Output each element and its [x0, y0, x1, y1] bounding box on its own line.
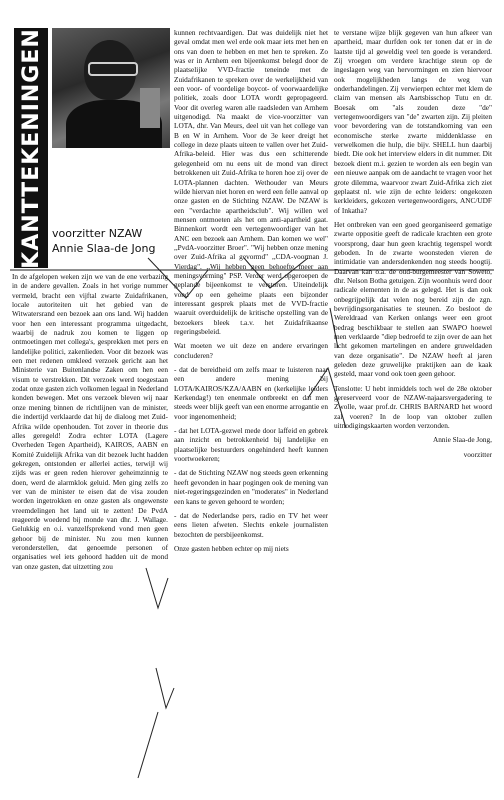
- column-2-paragraph: Onze gasten hebben echter op mij niets: [174, 543, 289, 553]
- author-photo: [52, 28, 170, 148]
- byline-author: Annie Slaa-de Jong: [52, 242, 156, 255]
- column-2: [174, 28, 328, 776]
- masthead-title: KANTTEKENINGEN: [18, 27, 44, 269]
- column-2-paragraph: - dat het LOTA-gezwel mede door laffeid en gebrek aan inzicht en betrokkenheid bij landelijke en plaatselijke bestuurders ongehinderd heeft kunnen voortwoekeren;: [174, 426, 328, 464]
- column-3-paragraph: te verstane wijze blijk gegeven van hun afkeer van apartheid, maar durfden ook ter tonen dat er in de laatste tijd al geweldig veel ten goede is veranderd. Zij vroegen om verdere krachtige steun op de ingeslagen weg van hervormingen en zien hiervoor ook mogelijkheden langs de weg van onderhandelingen. Zij verwierpen echter met klem de claim van mensen als Aartsbisschop Tutu en dr. Boesak om "als zouden deze "de" vertegenwoordigers van "de" zwarten zijn. Zij pleiten voor bevordering van de totstandkoming van een economische sterke zwarte middenklasse en verwelkomen die hulp, die bijv. SHELL hun daarbij biedt. Die ook het interview elders in dit nummer. Dit bezoek dient m.i. gezien te worden als een begin van een nieuwe aanpak om de aandacht te vragen voor het grote dilemma, waarvoor zwart Zuid-Afrika zich ziet geplaatst nl. wie zijn de echte leiders: ongekozen kerkleiders, gekozen vertegenwoordigers, ANC/UDF of Inkatha?: [334, 28, 492, 215]
- byline-role: voorzitter NZAW: [52, 227, 143, 240]
- column-2-paragraph: Wat moeten we uit deze en andere ervaringen concluderen?: [174, 341, 328, 360]
- column-3-paragraph: Tenslotte: U hebt inmiddels toch wel de 28e oktober gereserveerd voor de NZAW-najaarsvergadering te Zwolle, waar prof.dr. CHRIS BARNARD het woord zal voeren? In de loop van oktober zullen uitnodigingskaarten worden verzonden.: [334, 383, 492, 431]
- photo-figure-glasses: [88, 62, 138, 76]
- signature-role: voorzitter: [463, 449, 492, 459]
- column-3: [334, 28, 492, 776]
- column-2-paragraph: - dat de bereidheid om zelfs maar te luisteren naar een andere mening bij LOTA/KAIROS/KZA/AABN en (kerkelijke leiders Kerkendag!) ten enenmale ontbreekt en dat men steeds weer blijk geeft van een enorme arrogantie en voor ingenomenheid;: [174, 365, 328, 421]
- column-3-paragraph: Het ontbreken van een goed georganiseerd gematige zwarte oppositie geeft de radicale krachten een grote voorsprong, daar hun geen krachtig tegenspel wordt geboden. In de zwarte woonsteden vieren de intimidatie van andersdenkenden nog steeds hoogtij. Daarvan kan o.a. de oud-burgemeester van Soweto, dhr. Nelson Botha getuigen. Zijn woonhuis werd door radicale elementen in de as gelegd. Het is dan ook onbegrijpelijk dat velen nog bereid zijn de zgn. bevrijdingsorganisaties te steunen. Zo besloot de Wereldraad van Kerken onlangs weer een groot bedrag beschikbaar te stellen aan SWAPO hoewel men verklaarde "diep bedroefd te zijn over de aan het licht gekomen martelingen en andere gruweldaden van deze organisatie". De NZAW heeft al jaren geleden deze gruwelijke praktijken aan de kaak gesteld, maar vond ook toen geen gehoor.: [334, 219, 492, 379]
- column-2-paragraph: - dat de Stichting NZAW nog steeds geen erkenning heeft gevonden in haar pogingen ook de mening van niet-regeringsgezinden en "moderates" in Nederland een kans te geven gehoord te worden;: [174, 468, 328, 506]
- column-2-paragraph: kunnen rechtvaardigen. Dat was duidelijk niet het geval omdat men wel erde ook maar iets met hen en ons van doen te hebben en met hen te spreken. Zo was er in Arnhem een bijeenkomst belegd door de plaatselijke VVD-fractie teneinde met de Zuidafrikanen te spreken over de werkelijkheid van een voor- of voordelige boycot- of voorwaardelijke politiek, zoals door LOTA wordt gepropageerd. Voor dit overleg waren alle raadsleden van Arnhem uitgenodigd. Na maakt de vice-voorzitter van LOTA, dhr. Van Meurs, deel uit van het college van B en W in Arnhem. Voor de 3e keer dreigt het college in deze plaats uiteen te vallen over het Zuid-Afrika-beleid. Hier was dus een schitterende gelegenheid om nu eens uit de mond van direct betrokkenen uit Zuid-Afrika te horen hoe zij over de LOTA-plannen dachten. Wethouder van Meurs wilde hiervan niet horen en werd een felle aanval op onze gasten en de Stichting NZAW. De NZAW is een "verdachte apartheidsclub". Wij willen wel mensen ontmoeten als het om anti-apartheid gaat. Binnenkort wordt een vertegenwoordiger van het ANC een bezoek aan Arnhem. Dan komen we wel" ,,PvdA-voorzitter Broer". "Wij hebben onze mening over Zuid-Afrika al gevormd" ,,CDA-voorman J. Vierdag". ,,Wij hebben geen behoefte meer aan meningsvorming" PSP. Verder werd opgeroepen de geplande bijeenkomst te verstoren. Uiteindelijk vond op een geheime plaats een bijzonder interessant gesprek plaats met de VVD-fractie waaruit overduidelijk de kritische opstelling van de bezoekers bleek t.a.v. het Zuidafrikaanse regeringsbeleid.: [174, 28, 328, 336]
- photo-microphone: [140, 88, 160, 128]
- column-2-paragraph: - dat de Nederlandse pers, radio en TV het weer eens lieten afweten. Slechts enkele journalisten bezochten de persbijeenkomst.: [174, 510, 328, 539]
- column-1-paragraph: In de afgelopen weken zijn we van de ene verbazing in de andere gevallen. Zoals in het vorige nummer vermeld, bracht een vijftal zwarte Zuidafrikanen, locale autoriteiten uit het gebied van de Witwatersrand een bezoek aan ons land. Wij hadden voor hen een interessant programma uitgedacht, waarbij de nadruk zou komen te liggen op ontmoetingen met collega's, gesprekken met pers en landelijke politici, zakenlieden. Voor dit bezoek was een met redenen omkleed verzoek gericht aan het Ministerie van Buitenlandse Zaken om hen een visum te verstrekken. Dit verzoek werd toegestaan zodat onze gasten zich volkomen legaal in Nederland konden bewegen. Met ons verzoek bleven wij naar onze mening binnen de richtlijnen van de minister, die indertijd verklaarde dat hij de dialoog met Zuid-Afrika wilde openhouden. Tot zover in theorie dus alles geregeld! Zodra echter LOTA (Lagere Overheden Tegen Apartheid), KAIROS, AABN en Komité Zuidelijk Afrika van dit bezoek lucht hadden gekregen, ontstonden er allerlei acties, terwijl wij zijds was er geen reden hierover geheimzinnig te doen, werd de alarmklok geluid. Men ging zelfs zo ver van de minister te eisen dat de visa zouden worden ingetrokken en onze gasten als ongewenste vreemdelingen het land uit te zetten! De PvdA reageerde woedend bij monde van dhr. J. Wallage. Gelukkig en o.i. vanzelfsprekend vond men geen gehoor bij de minister. Nu zou men kunnen veronderstellen, dat genoemde personen of organisaties wel iets gehoord hadden uit de mond van onze gasten, dat uitzetting zou: [12, 272, 168, 571]
- byline: [52, 226, 170, 256]
- masthead-banner: [14, 28, 48, 268]
- signature-name: Annie Slaa-de Jong,: [433, 435, 492, 445]
- newspaper-clipping: [8, 8, 496, 792]
- column-1: [12, 272, 168, 776]
